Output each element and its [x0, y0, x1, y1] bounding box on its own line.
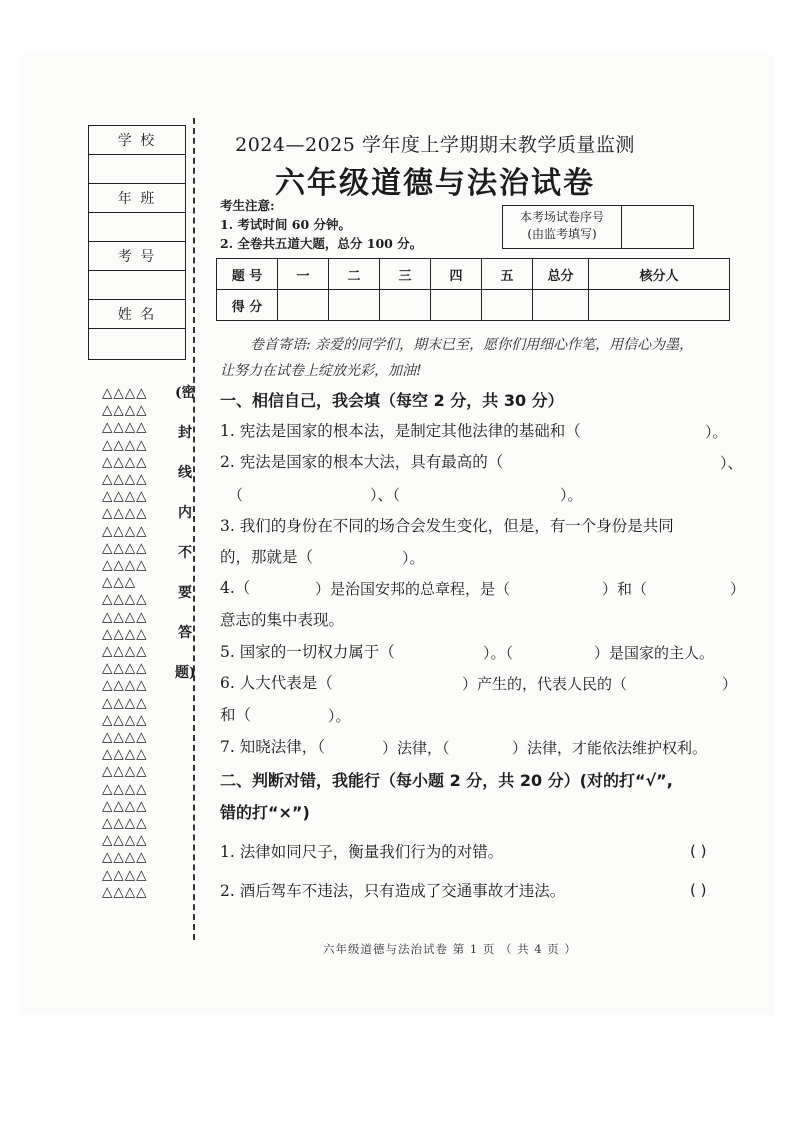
notice-heading: 考生注意:	[220, 198, 275, 213]
score-header-cell: 核分人	[589, 259, 730, 290]
school-label: 学 校	[89, 126, 186, 155]
score-cell[interactable]	[380, 290, 431, 321]
answer-paren[interactable]: ( )	[690, 881, 707, 899]
exam-title: 六年级道德与法治试卷	[275, 166, 595, 201]
score-header-cell: 三	[380, 259, 431, 290]
question-1-1-end: ）。	[705, 423, 728, 441]
question-1-5: 5. 国家的一切权力属于（	[220, 643, 395, 661]
seal-char: 封	[178, 425, 192, 441]
score-header-cell: 一	[278, 259, 329, 290]
score-cell[interactable]	[589, 290, 730, 321]
exam-number-label: 考 号	[89, 242, 186, 271]
blank-close-paren: ）	[730, 580, 746, 598]
seal-char: 答	[178, 625, 192, 641]
question-1-2b-mid: ）、（	[370, 486, 401, 504]
blank-close-paren: ）	[722, 675, 738, 693]
seat-number-label	[503, 206, 622, 248]
score-cell[interactable]	[278, 290, 329, 321]
question-1-3a: 3. 我们的身份在不同的场合会发生变化，但是，有一个身份是共同	[220, 517, 674, 535]
question-1-5-end: ）是国家的主人。	[594, 644, 715, 662]
section2-title-cont: 错的打“×”)	[220, 803, 310, 822]
score-row-label: 得 分	[217, 290, 278, 321]
question-2-2: 2. 酒后驾车不违法，只有造成了交通事故才违法。	[220, 882, 566, 900]
name-field[interactable]	[89, 329, 186, 360]
score-cell[interactable]	[533, 290, 589, 321]
question-1-6a: 6. 人大代表是（	[220, 674, 333, 692]
score-cell[interactable]	[482, 290, 533, 321]
seal-line-notice	[175, 383, 195, 703]
class-field[interactable]	[89, 213, 186, 242]
question-1-4a-mid2: ）和（	[602, 580, 648, 598]
question-1-7-end: ）法律，才能依法维护权利。	[512, 739, 708, 757]
question-1-3b-end: ）。	[402, 549, 425, 567]
exam-notice	[220, 196, 422, 253]
page-footer: 六年级道德与法治试卷 第 1 页 （ 共 4 页 ）	[323, 942, 577, 956]
opening-message	[220, 332, 740, 384]
question-1-1: 1. 宪法是国家的根本法，是制定其他法律的基础和（	[220, 422, 581, 440]
notice-line: 2. 全卷共五道大题，总分 100 分。	[220, 236, 423, 251]
score-cell[interactable]	[329, 290, 380, 321]
triangle-pattern: △△△△ △△△△ △△△△ △△△△ △△△△ △△△△ △△△△ △△△△ △△△△ △△△△ △△△△ △△△ △△△△ △△△△ △△△△ △△△△ △△△△ △△△△ △△△△ △△△△ △△△△ △△△△ △△△△ △△△△ △△△△ △△△△ △△△△ △△△△ △△△△ △△△△	[102, 385, 148, 900]
class-label: 年 班	[89, 184, 186, 213]
score-header-cell: 五	[482, 259, 533, 290]
score-header-cell: 四	[431, 259, 482, 290]
school-field[interactable]	[89, 155, 186, 184]
score-table	[216, 258, 730, 321]
seal-char: (密	[175, 385, 196, 401]
seal-dashed-line	[193, 118, 195, 940]
blank-open-paren: （	[228, 486, 244, 504]
question-1-4b: 意志的集中表现。	[220, 611, 345, 629]
seat-label-line: 本考场试卷序号	[519, 210, 604, 224]
score-header-cell: 二	[329, 259, 380, 290]
question-1-7: 7. 知晓法律，（	[220, 738, 325, 756]
seat-number-box	[502, 205, 694, 249]
question-1-6b: 和（	[220, 706, 252, 724]
section2-title: 二、判断对错，我能行（每小题 2 分，共 20 分）(对的打“√”,	[220, 771, 673, 790]
exam-number-field[interactable]	[89, 271, 186, 300]
answer-paren[interactable]: ( )	[690, 842, 707, 860]
section1-title: 一、相信自己，我会填（每空 2 分，共 30 分）	[220, 391, 564, 410]
question-1-4a-mid: ）是治国安邦的总章程，是（	[315, 580, 511, 598]
name-label: 姓 名	[89, 300, 186, 329]
question-1-2b-end: ）。	[560, 486, 583, 504]
student-info-table	[88, 125, 186, 360]
question-2-1: 1. 法律如同尺子，衡量我们行为的对错。	[220, 843, 504, 861]
seal-char: 不	[178, 545, 192, 561]
score-header-cell: 题 号	[217, 259, 278, 290]
question-1-2: 2. 宪法是国家的根本大法，具有最高的（	[220, 453, 504, 471]
score-header-cell: 总分	[533, 259, 589, 290]
question-1-7-mid: ）法律，（	[382, 739, 450, 757]
seal-char: 线	[178, 465, 192, 481]
exam-subtitle: 2024—2025 学年度上学期期末教学质量监测	[235, 134, 635, 156]
question-1-6b-end: ）。	[328, 707, 351, 725]
question-1-6a-mid: ）产生的，代表人民的（	[462, 675, 628, 693]
question-1-2-end: ）、	[720, 454, 743, 472]
message-line: 让努力在试卷上绽放光彩，加油!	[220, 363, 422, 379]
seal-char: 内	[178, 505, 192, 521]
seat-label-note: (由监考填写)	[527, 227, 597, 241]
question-1-4a: 4.（	[220, 579, 251, 597]
seal-char: 题)	[175, 665, 196, 681]
question-1-3b: 的，那就是（	[220, 548, 314, 566]
seat-number-field[interactable]	[622, 206, 693, 248]
message-line: 卷首寄语: 亲爱的同学们，期末已至，愿你们用细心作笔，用信心为墨，	[250, 337, 694, 353]
question-1-5-mid: ）。（	[483, 644, 514, 662]
score-cell[interactable]	[431, 290, 482, 321]
seal-char: 要	[178, 585, 192, 601]
notice-line: 1. 考试时间 60 分钟。	[220, 217, 352, 232]
